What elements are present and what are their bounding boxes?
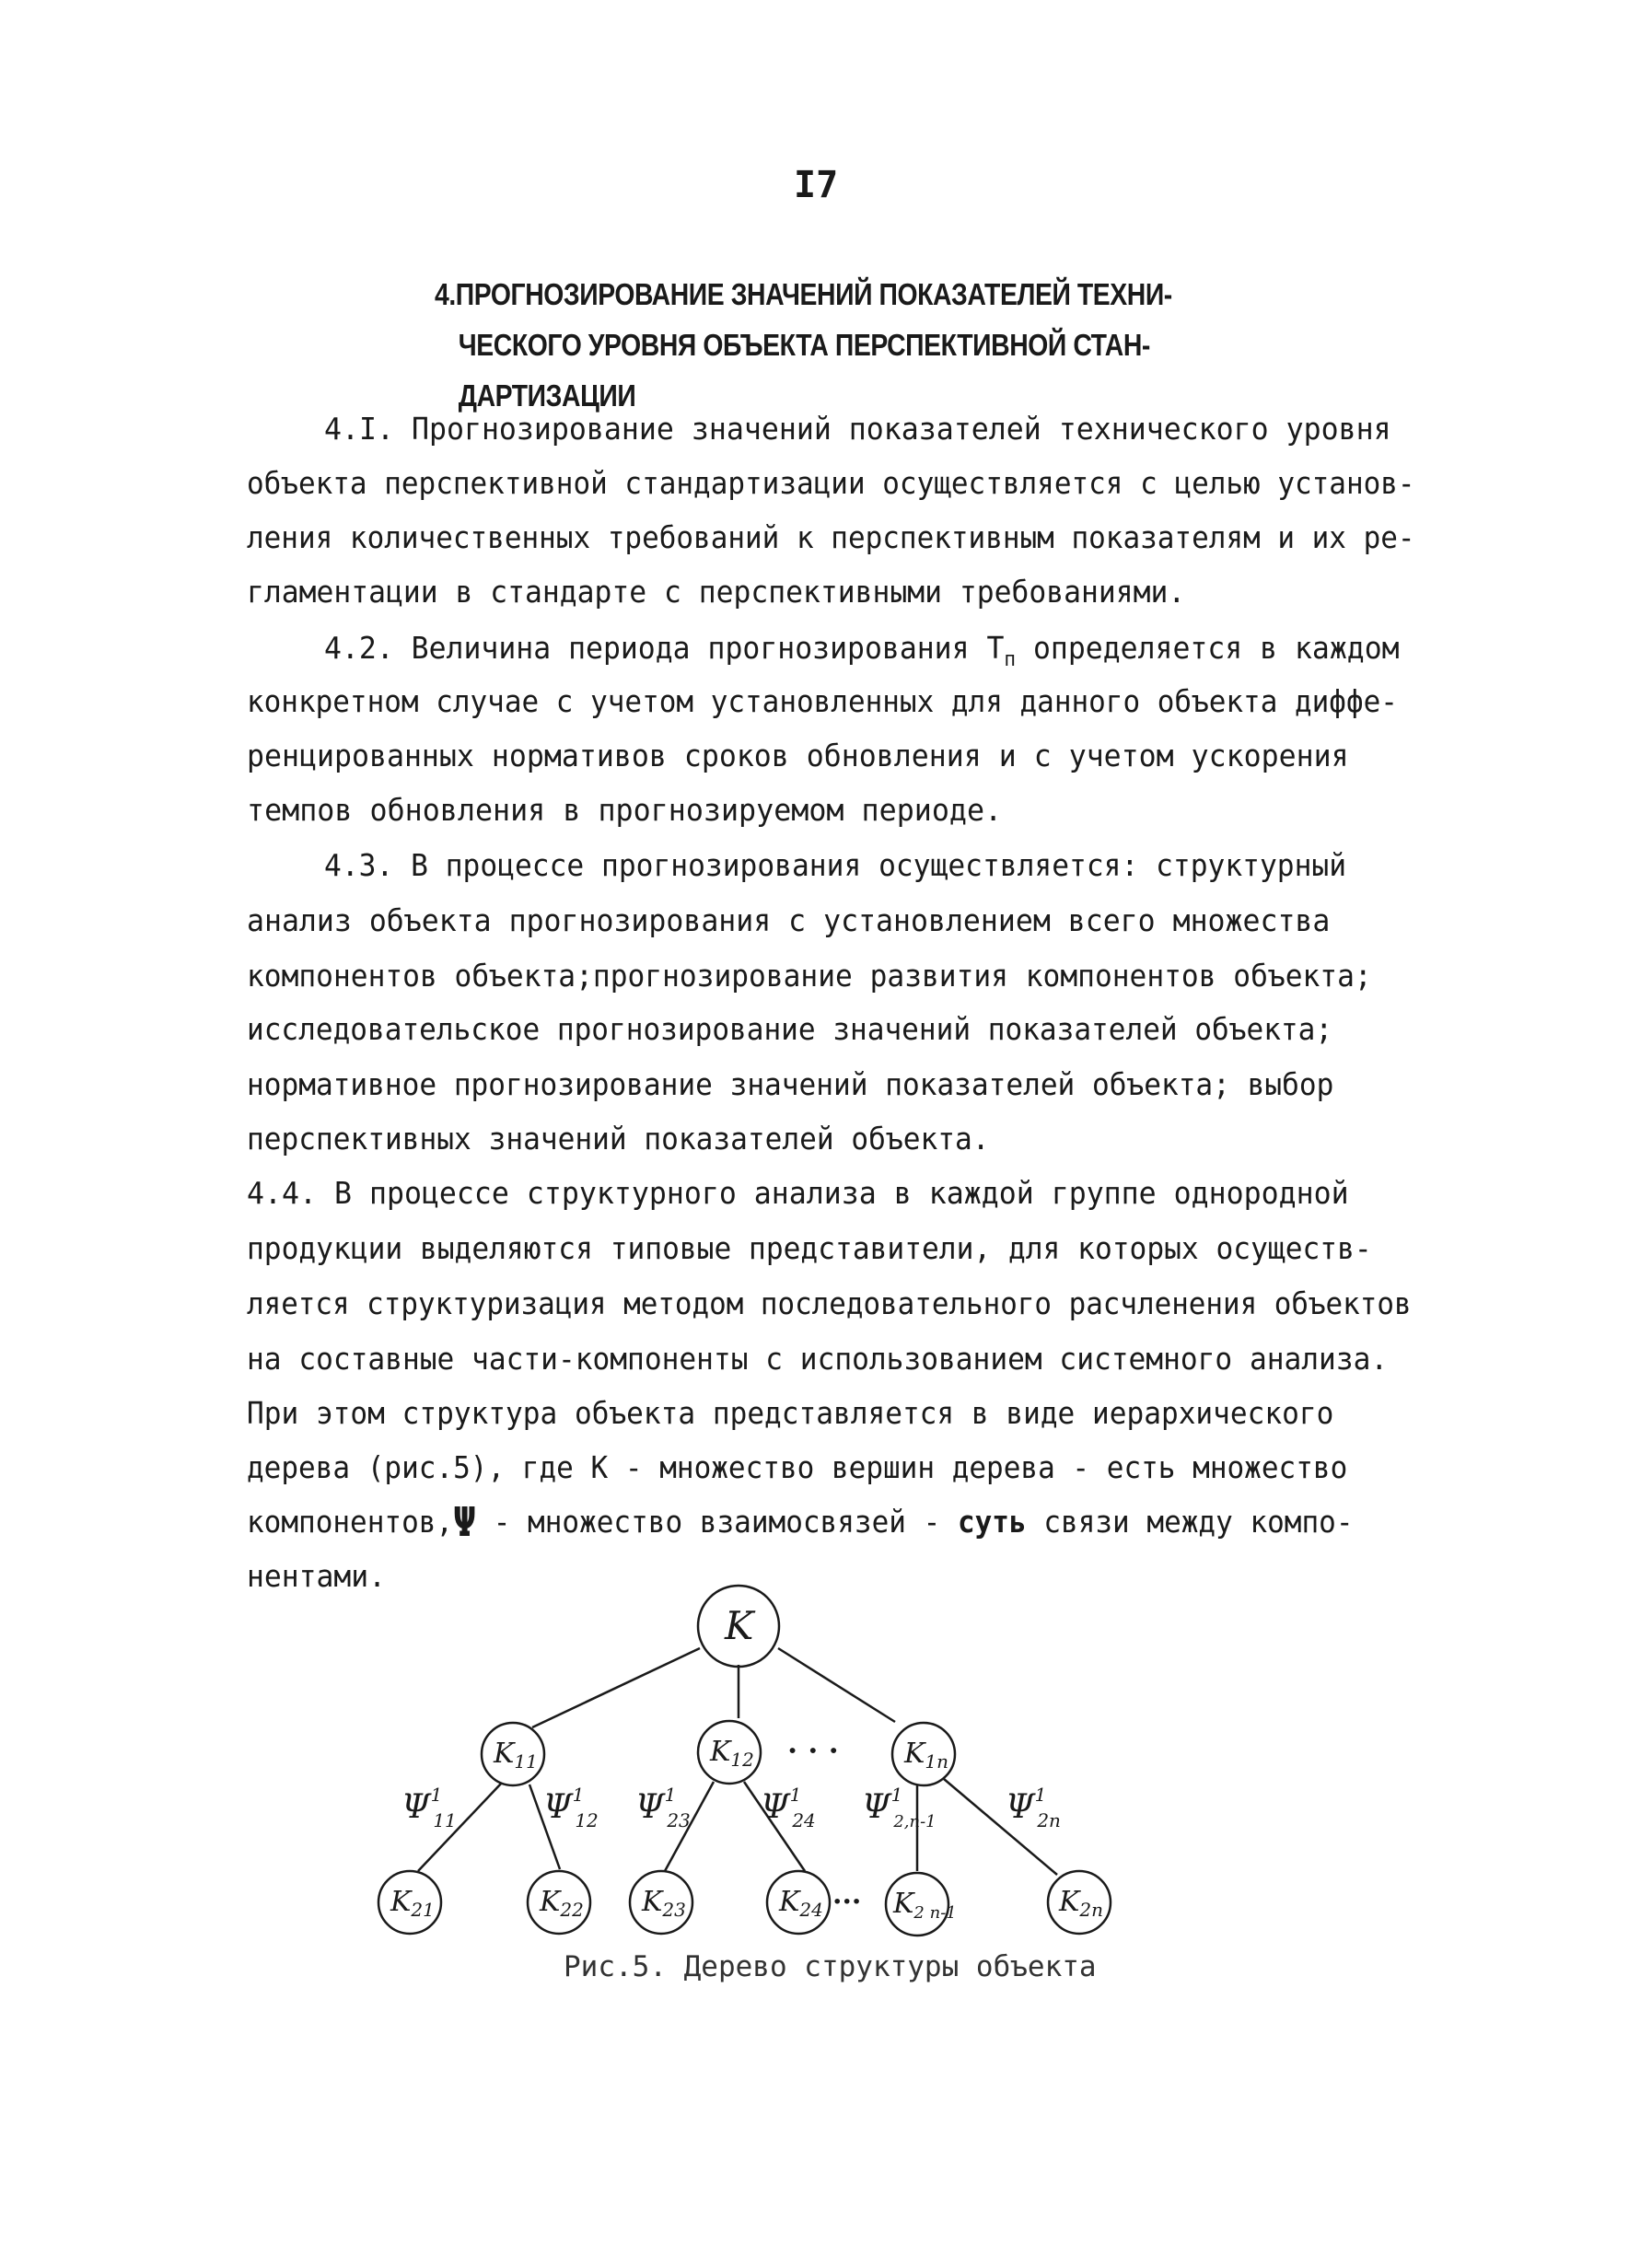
edge-sup: 1 xyxy=(1034,1784,1047,1806)
text-line: компонентов объекта;прогнозирование развития компонентов объекта; xyxy=(247,958,1372,994)
node-base: K xyxy=(390,1886,412,1918)
text-line: При этом структура объекта представляется в виде иерархического xyxy=(247,1395,1334,1431)
node-sub: 22 xyxy=(560,1899,584,1921)
edge-sup: 1 xyxy=(430,1784,443,1806)
heading-line: 4.ПРОГНОЗИРОВАНИЕ ЗНАЧЕНИЙ ПОКАЗАТЕЛЕЙ ТЕХНИ- xyxy=(435,277,1172,311)
edge-sub: 12 xyxy=(575,1809,599,1831)
tree-node xyxy=(378,1871,441,1934)
text-line: ляется структуризация методом последовательного расчленения объектов xyxy=(247,1285,1412,1321)
node-label xyxy=(390,1886,435,1921)
text-line xyxy=(324,630,1400,679)
tree-edge xyxy=(744,1782,805,1871)
text-fragment: 4.2. Величина периода прогнозирования T xyxy=(324,630,1005,666)
tree-node xyxy=(482,1723,544,1785)
edge-label xyxy=(543,1784,599,1831)
node-label xyxy=(778,1886,823,1921)
text-fragment: связи между компо- xyxy=(1026,1504,1354,1540)
tree-node xyxy=(767,1871,830,1934)
edge-sup: 1 xyxy=(789,1784,802,1806)
text-line: 4.3. В процессе прогнозирования осуществляется: структурный xyxy=(324,847,1347,883)
ellipsis: · · · xyxy=(787,1733,839,1768)
tree-edge xyxy=(418,1783,502,1871)
text-line: ления количественных требований к перспективным показателям и их ре- xyxy=(247,519,1415,555)
node-sub: 11 xyxy=(514,1750,538,1773)
tree-node xyxy=(698,1721,761,1784)
text-line: ренцированных нормативов сроков обновления и с учетом ускорения xyxy=(247,738,1349,773)
tree-node xyxy=(630,1871,692,1934)
edge-sub: 2,n-1 xyxy=(893,1812,937,1831)
edge-sub: 23 xyxy=(667,1809,691,1831)
node-base: K xyxy=(1059,1886,1080,1918)
edge-sup: 1 xyxy=(572,1784,585,1806)
text-line: темпов обновления в прогнозируемом периоде. xyxy=(247,792,1003,828)
node-base: K xyxy=(779,1886,800,1918)
node-label xyxy=(539,1886,584,1921)
figure-caption: Рис.5. Дерево структуры объекта xyxy=(564,1950,1097,1983)
text-fragment-bold: суть xyxy=(957,1504,1027,1540)
tree-node-root xyxy=(698,1586,779,1667)
node-label xyxy=(1058,1886,1103,1921)
node-base: K xyxy=(893,1888,914,1920)
tree-node xyxy=(528,1871,590,1934)
section-heading xyxy=(435,269,1172,421)
node-sub: 21 xyxy=(411,1899,435,1921)
subscript: п xyxy=(1004,648,1017,671)
text-line: конкретном случае с учетом установленных для данного объекта диффе- xyxy=(247,683,1398,719)
edge-base: Ψ xyxy=(543,1788,573,1826)
text-line: нормативное прогнозирование значений показателей объекта; выбор xyxy=(247,1066,1334,1102)
edge-sub: 2n xyxy=(1037,1809,1061,1831)
text-line: 4.I. Прогнозирование значений показателей технического уровня xyxy=(324,411,1391,447)
edge-label xyxy=(862,1784,937,1831)
edge-label xyxy=(1006,1784,1061,1831)
edge-sub: 24 xyxy=(792,1809,816,1831)
text-line: анализ объекта прогнозирования с установлением всего множества xyxy=(247,902,1331,938)
node-sub: 2n xyxy=(1079,1899,1104,1921)
edge-base: Ψ xyxy=(761,1788,790,1826)
node-sub: 1n xyxy=(925,1750,949,1773)
node-base: K xyxy=(494,1738,515,1770)
tree-edge xyxy=(665,1782,714,1871)
text-line: на составные части-компоненты с использованием системного анализа. xyxy=(247,1341,1389,1377)
node-label xyxy=(903,1738,948,1773)
text-line xyxy=(247,1499,1354,1546)
edge-label xyxy=(401,1784,457,1831)
text-line: дерева (рис.5), где К - множество вершин дерева - есть множество xyxy=(247,1449,1348,1485)
node-label xyxy=(493,1738,538,1773)
tree-edge xyxy=(532,1648,700,1727)
heading-line: ДАРТИЗАЦИИ xyxy=(458,378,636,413)
text-line: 4.4. В процессе структурного анализа в каждой группе однородной xyxy=(247,1175,1349,1211)
text-fragment: компонентов, xyxy=(247,1504,454,1540)
node-sub: 23 xyxy=(662,1899,686,1921)
edge-base: Ψ xyxy=(1006,1788,1035,1826)
tree-edge xyxy=(529,1785,560,1869)
text-line: объекта перспективной стандартизации осуществляется с целью установ- xyxy=(247,465,1415,501)
edge-base: Ψ xyxy=(635,1788,665,1826)
text-line: исследовательское прогнозирование значений показателей объекта; xyxy=(247,1011,1333,1047)
heading-line: ЧЕСКОГО УРОВНЯ ОБЪЕКТА ПЕРСПЕКТИВНОЙ СТАН- xyxy=(458,328,1150,362)
tree-edge xyxy=(778,1648,895,1722)
text-line: продукции выделяются типовые представители, для которых осуществ- xyxy=(247,1230,1372,1266)
node-label xyxy=(892,1888,957,1923)
node-label xyxy=(709,1736,754,1771)
node-sub: 24 xyxy=(799,1899,823,1921)
node-sub: 12 xyxy=(730,1749,754,1771)
node-base: K xyxy=(540,1886,561,1918)
tree-node xyxy=(1048,1871,1111,1934)
tree-edge xyxy=(944,1779,1057,1875)
tree-node xyxy=(886,1873,948,1936)
edge-base: Ψ xyxy=(862,1788,891,1826)
edge-sup: 1 xyxy=(890,1784,903,1806)
text-fragment: определяется в каждом xyxy=(1016,630,1400,666)
edge-sup: 1 xyxy=(664,1784,677,1806)
node-base: K xyxy=(642,1886,663,1918)
psi-symbol: Ψ xyxy=(453,1499,477,1546)
node-sub: 2 n-1 xyxy=(913,1903,957,1923)
text-line: перспективных значений показателей объекта. xyxy=(247,1121,990,1157)
node-base: K xyxy=(904,1738,925,1770)
text-line: гламентации в стандарте с перспективными требованиями. xyxy=(247,574,1186,610)
page-number: I7 xyxy=(794,164,839,206)
node-base: K xyxy=(710,1736,731,1768)
text-line: нентами. xyxy=(247,1558,387,1594)
tree-node xyxy=(892,1723,955,1785)
ellipsis: ··· xyxy=(832,1886,862,1918)
node-label-root: K xyxy=(725,1603,754,1648)
edge-label xyxy=(761,1784,816,1831)
node-label xyxy=(641,1886,686,1921)
edge-sub: 11 xyxy=(433,1809,457,1831)
text-fragment: - множество взаимосвязей - xyxy=(476,1504,958,1540)
edge-base: Ψ xyxy=(401,1788,431,1826)
edge-label xyxy=(635,1784,691,1831)
